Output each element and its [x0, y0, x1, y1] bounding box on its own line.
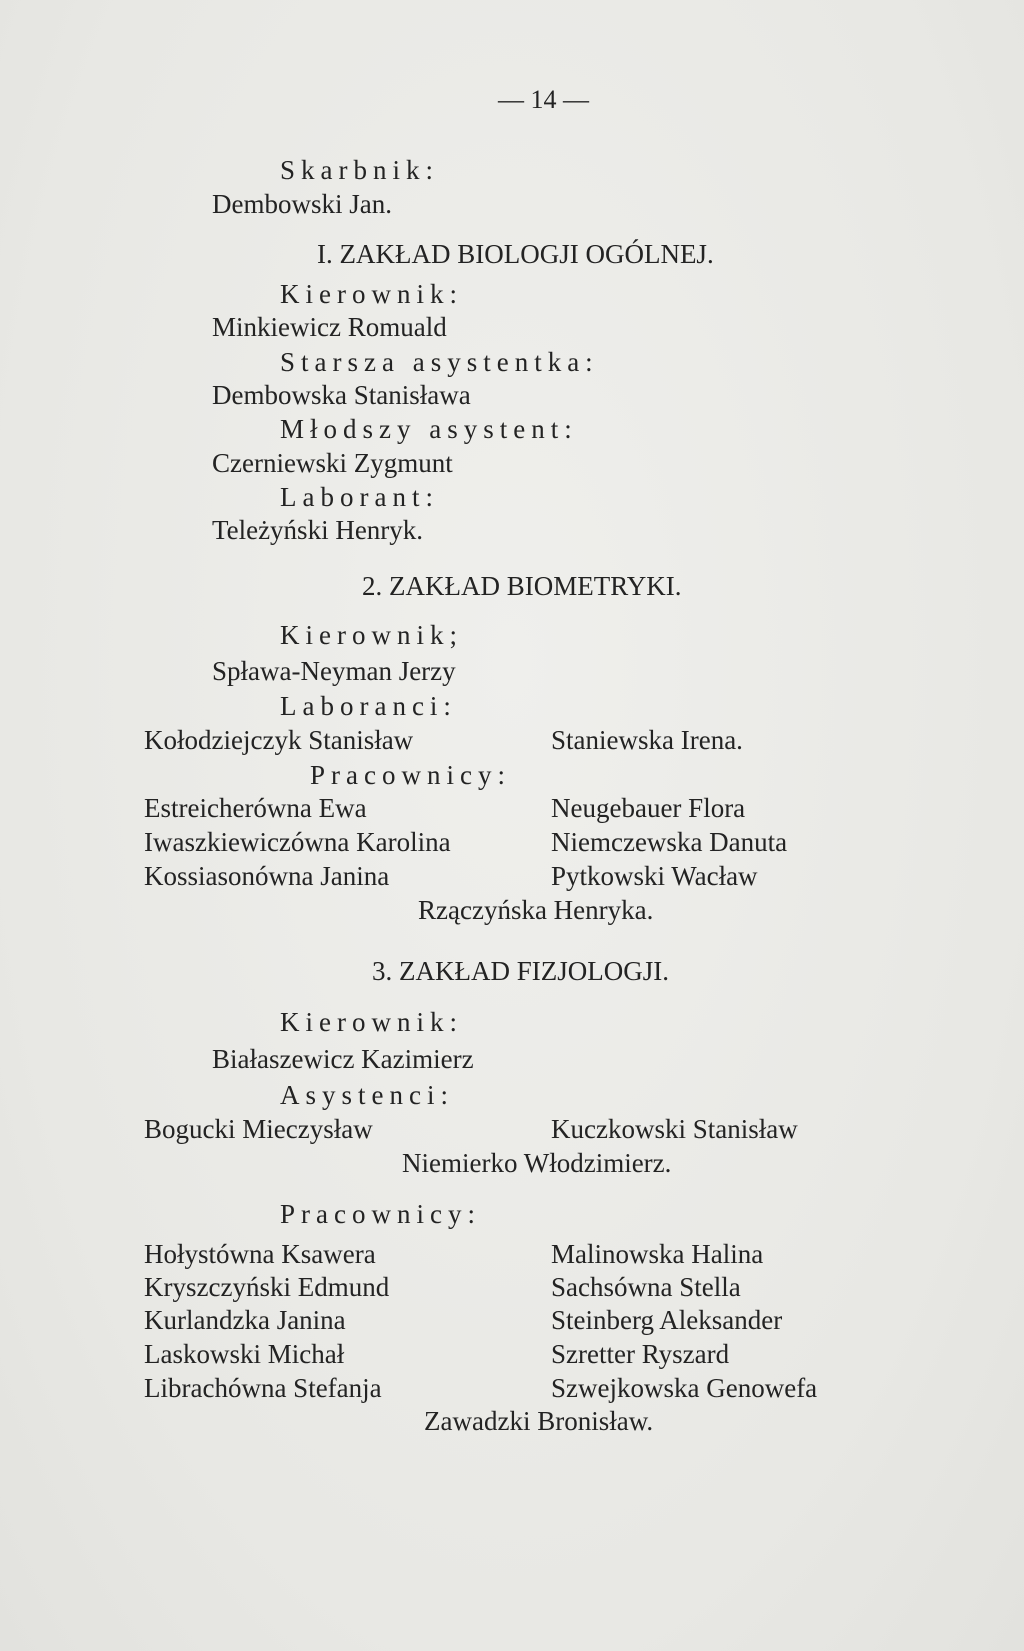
dept2-lab-right: Staniewska Irena. [551, 725, 743, 755]
page-number: — 14 — [498, 85, 589, 114]
dept3-assistant-center: Niemierko Włodzimierz. [402, 1148, 672, 1178]
dept3-assistant-right: Kuczkowski Stanisław [551, 1114, 798, 1144]
dept3-worker-right: Szretter Ryszard [551, 1339, 730, 1369]
dept2-worker-right: Pytkowski Wacław [551, 861, 758, 891]
dept2-worker-left: Iwaszkiewiczówna Karolina [144, 827, 451, 857]
dept3-head-name: Białaszewicz Kazimierz [212, 1044, 474, 1074]
dept2-workers-role: Pracownicy: [310, 760, 511, 790]
dept1-senior-assistant-name: Dembowska Stanisława [212, 380, 471, 410]
dept3-assistant-left: Bogucki Mieczysław [144, 1114, 373, 1144]
dept2-head-name: Spława-Neyman Jerzy [212, 656, 456, 686]
treasurer-role: Skarbnik: [280, 155, 439, 185]
dept2-lab-left: Kołodziejczyk Stanisław [144, 725, 414, 755]
dept1-junior-assistant-role: Młodszy asystent: [280, 414, 578, 444]
dept2-worker-left: Estreicherówna Ewa [144, 793, 367, 823]
dept1-head-role: Kierownik: [280, 279, 463, 309]
dept3-worker-right: Szwejkowska Genowefa [551, 1373, 818, 1403]
dept3-worker-right: Steinberg Aleksander [551, 1305, 783, 1335]
dept1-lab-role: Laborant: [280, 482, 439, 512]
dept3-title: 3. ZAKŁAD FIZJOLOGJI. [372, 956, 669, 986]
dept2-head-role: Kierownik; [280, 620, 463, 650]
dept1-title: I. ZAKŁAD BIOLOGJI OGÓLNEJ. [317, 239, 714, 269]
dept3-worker-left: Kryszczyński Edmund [144, 1272, 390, 1302]
dept3-worker-right: Malinowska Halina [551, 1239, 764, 1269]
dept2-worker-right: Niemczewska Danuta [551, 827, 788, 857]
dept3-worker-right: Sachsówna Stella [551, 1272, 741, 1302]
dept3-assistants-role: Asystenci: [280, 1080, 454, 1110]
dept3-worker-left: Hołystówna Ksawera [144, 1239, 376, 1269]
dept3-worker-left: Librachówna Stefanja [144, 1373, 382, 1403]
dept1-lab-name: Teleżyński Henryk. [212, 515, 424, 545]
dept1-senior-assistant-role: Starsza asystentka: [280, 347, 599, 377]
dept1-head-name: Minkiewicz Romuald [212, 312, 447, 342]
dept2-worker-center: Rzączyńska Henryka. [418, 895, 654, 925]
dept2-worker-right: Neugebauer Flora [551, 793, 746, 823]
dept3-worker-left: Kurlandzka Janina [144, 1305, 346, 1335]
dept1-junior-assistant-name: Czerniewski Zygmunt [212, 448, 453, 478]
dept2-worker-left: Kossiasonówna Janina [144, 861, 390, 891]
dept3-worker-center: Zawadzki Bronisław. [424, 1406, 654, 1436]
dept2-title: 2. ZAKŁAD BIOMETRYKI. [362, 571, 682, 601]
dept3-head-role: Kierownik: [280, 1007, 463, 1037]
dept3-worker-left: Laskowski Michał [144, 1339, 345, 1369]
dept3-workers-role: Pracownicy: [280, 1199, 481, 1229]
dept2-lab-role: Laboranci: [280, 691, 457, 721]
treasurer-name: Dembowski Jan. [212, 189, 392, 219]
